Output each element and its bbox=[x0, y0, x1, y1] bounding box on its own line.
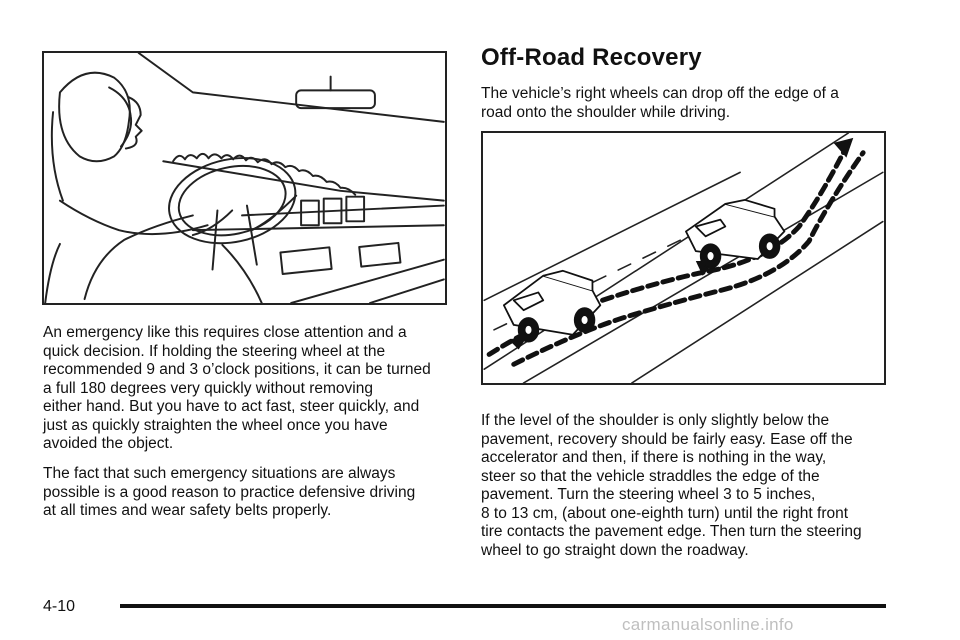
intro-paragraph: The vehicle’s right wheels can drop off the edge of a road onto the shoulder while driving. bbox=[481, 85, 839, 121]
off-road-recovery-illustration bbox=[481, 131, 886, 385]
page-number: 4-10 bbox=[43, 598, 76, 615]
off-road-recovery-drawing bbox=[483, 133, 884, 383]
driver-steering-drawing bbox=[44, 53, 445, 303]
site-watermark: carmanualsonline.info bbox=[622, 615, 794, 634]
recovery-instructions-paragraph: If the level of the shoulder is only slightly below the pavement, recovery should be fairly easy. Ease off the accelerator and then, if there is nothing in the way, steer so that the vehicle straddles the edge of the pavement. Turn the steering wheel 3 to 5 inches, 8 to 13 cm, (about one-eighth turn) until the right front tire contacts the pavement edge. Then turn the steering wheel to go straight down the roadway. bbox=[481, 412, 862, 559]
footer-rule bbox=[120, 604, 886, 608]
defensive-driving-paragraph: The fact that such emergency situations are always possible is a good reason to practice defensive driving at all times and wear safety belts properly. bbox=[43, 465, 416, 519]
driver-steering-illustration bbox=[42, 51, 447, 305]
section-heading: Off-Road Recovery bbox=[481, 44, 702, 71]
emergency-paragraph: An emergency like this requires close attention and a quick decision. If holding the steering wheel at the recommended 9 and 3 o’clock positions, it can be turned a full 180 degrees very quickly without removing either hand. But you have to act fast, steer quickly, and just as quickly straighten the wheel once you have avoided the object. bbox=[43, 324, 431, 452]
